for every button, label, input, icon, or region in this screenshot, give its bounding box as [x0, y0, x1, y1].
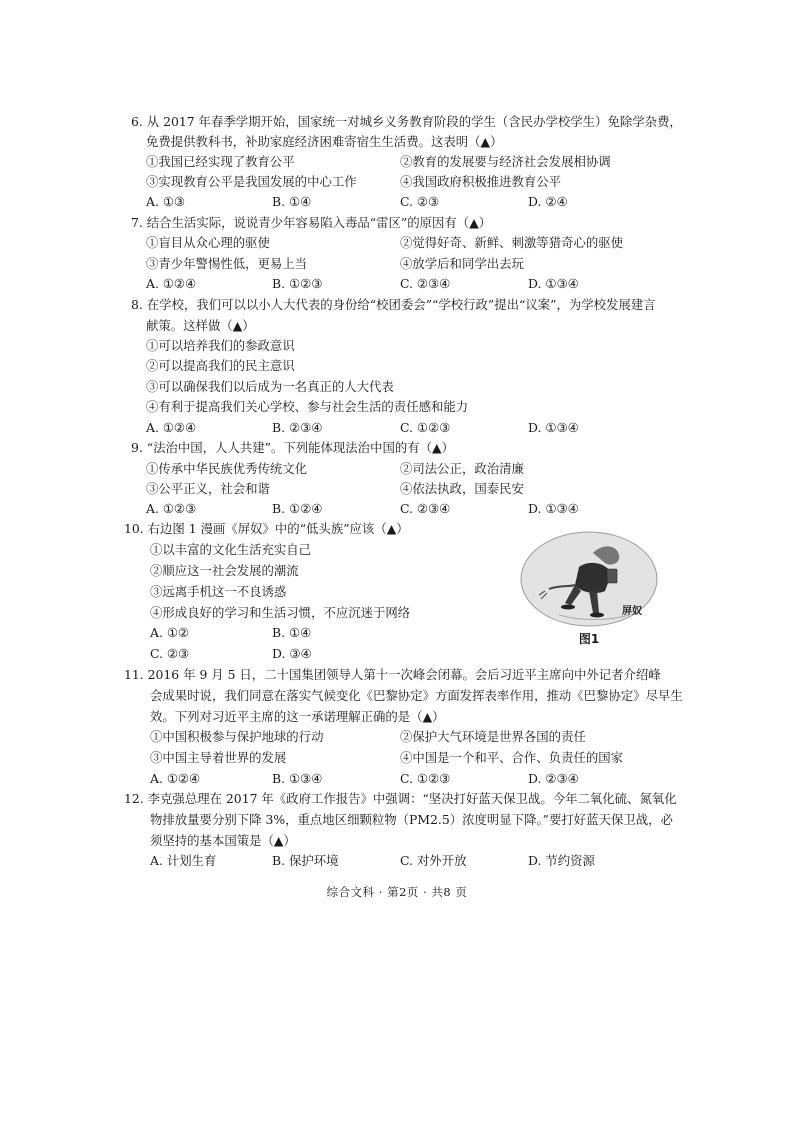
q6-stem-line-1: 6. 从 2017 年春季学期开始，国家统一对城乡义务教育阶段的学生（含民办学校学生）免除学杂费， [131, 114, 682, 129]
q10-choice-b[interactable]: B. ①④ [272, 625, 312, 640]
q7-statement-2: ②觉得好奇、新鲜、刺激等猎奇心的驱使 [400, 235, 624, 250]
q8-choice-b[interactable]: B. ②③④ [272, 420, 323, 435]
q11-stem-line-2: 会成果时说，我们同意在落实气候变化《巴黎协定》方面发挥表率作用，推动《巴黎协定》尽早生 [150, 688, 683, 703]
q9-statement-4: ④依法执政，国泰民安 [400, 481, 524, 496]
q7-choice-d[interactable]: D. ①③④ [528, 276, 579, 291]
q12-choice-c[interactable]: C. 对外开放 [400, 853, 467, 868]
q6-stem-line-2: 免费提供教科书，补助家庭经济困难寄宿生生活费。这表明（▲） [146, 134, 503, 149]
q10-statement-2: ②顺应这一社会发展的潮流 [150, 563, 299, 578]
q8-statement-4: ④有利于提高我们关心学校、参与社会生活的责任感和能力 [146, 399, 469, 414]
q12-choice-d[interactable]: D. 节约资源 [528, 853, 595, 868]
q6-statement-2: ②教育的发展要与经济社会发展相协调 [400, 154, 611, 169]
q7-statement-4: ④放学后和同学出去玩 [400, 256, 524, 271]
q12-stem-line-3: 须坚持的基本国策是（▲） [150, 833, 296, 848]
q9-choice-b[interactable]: B. ①②④ [272, 501, 323, 516]
q9-choice-c[interactable]: C. ②③④ [400, 501, 451, 516]
q6-choice-a[interactable]: A. ①③ [146, 194, 186, 209]
q11-choice-c[interactable]: C. ①②③ [400, 771, 451, 786]
q12-stem-line-2: 物排放量要分别下降 3%，重点地区细颗粒物（PM2.5）浓度明显下降。”要打好蓝天保卫战，必 [150, 812, 673, 827]
q11-stem-line-3: 效。下列对习近平主席的这一承诺理解正确的是（▲） [150, 709, 445, 724]
q7-choice-b[interactable]: B. ①②③ [272, 276, 323, 291]
q11-statement-3: ③中国主导着世界的发展 [150, 750, 287, 765]
page-footer: 综合文科 · 第2页 · 共8 页 [326, 885, 468, 899]
q10-statement-3: ③远离手机这一不良诱惑 [150, 584, 287, 599]
q11-choice-b[interactable]: B. ①③④ [272, 771, 323, 786]
q7-choice-c[interactable]: C. ②③④ [400, 276, 451, 291]
q7-choice-a[interactable]: A. ①②④ [146, 276, 197, 291]
q9-choice-a[interactable]: A. ①②③ [146, 501, 197, 516]
q8-choice-d[interactable]: D. ①③④ [528, 420, 579, 435]
q9-statement-3: ③公平正义，社会和谐 [146, 481, 270, 496]
q6-statement-4: ④我国政府积极推进教育公平 [400, 174, 562, 189]
q11-choice-d[interactable]: D. ②③④ [528, 771, 579, 786]
cartoon-label: 屏奴 [622, 606, 642, 617]
q10-statement-1: ①以丰富的文化生活充实自己 [150, 542, 312, 557]
q6-statement-1: ①我国已经实现了教育公平 [146, 154, 295, 169]
q11-statement-4: ④中国是一个和平、合作、负责任的国家 [400, 750, 624, 765]
q9-statement-1: ①传承中华民族优秀传统文化 [146, 461, 308, 476]
q8-choice-a[interactable]: A. ①②④ [146, 420, 197, 435]
q11-choice-a[interactable]: A. ①②④ [150, 771, 201, 786]
q7-statement-1: ①盲目从众心理的驱使 [146, 235, 270, 250]
q10-choice-c[interactable]: C. ②③ [150, 646, 190, 661]
q12-choice-b[interactable]: B. 保护环境 [272, 853, 339, 868]
q8-stem-line-1: 8. 在学校，我们可以以小人大代表的身份给“校团委会”“学校行政”提出“议案”，为学校发展建言 [131, 297, 656, 312]
q6-statement-3: ③实现教育公平是我国发展的中心工作 [146, 174, 357, 189]
figure-caption: 图1 [578, 632, 600, 646]
q8-stem-line-2: 献策。这样做（▲） [146, 318, 255, 333]
q10-choice-a[interactable]: A. ①② [150, 625, 190, 640]
q6-choice-b[interactable]: B. ①④ [272, 194, 312, 209]
q9-statement-2: ②司法公正，政治清廉 [400, 461, 524, 476]
q10-statement-4: ④形成良好的学习和生活习惯，不应沉迷于网络 [150, 605, 411, 620]
q10-choice-d[interactable]: D. ③④ [272, 646, 312, 661]
q9-stem-line-1: 9. “法治中国，人人共建”。下列能体现法治中国的有（▲） [131, 440, 454, 455]
q10-stem-line-1: 10. 右边图 1 漫画《屏奴》中的“低头族”应该（▲） [124, 521, 409, 536]
q8-statement-2: ②可以提高我们的民主意识 [146, 358, 295, 373]
q6-choice-d[interactable]: D. ②④ [528, 194, 568, 209]
q7-stem-line-1: 7. 结合生活实际，说说青少年容易陷入毒品“雷区”的原因有（▲） [131, 215, 492, 230]
q8-choice-c[interactable]: C. ①②③ [400, 420, 451, 435]
q11-statement-1: ①中国积极参与保护地球的行动 [150, 729, 324, 744]
q11-stem-line-1: 11. 2016 年 9 月 5 日，二十国集团领导人第十一次峰会闭幕。会后习近平主席向中外记者介绍峰 [124, 667, 661, 682]
q9-choice-d[interactable]: D. ①③④ [528, 501, 579, 516]
q11-statement-2: ②保护大气环境是世界各国的责任 [400, 729, 586, 744]
q12-stem-line-1: 12. 李克强总理在 2017 年《政府工作报告》中强调：“坚决打好蓝天保卫战。今年二氧化硫、氮氧化 [124, 791, 677, 806]
q8-statement-3: ③可以确保我们以后成为一名真正的人大代表 [146, 379, 394, 394]
q12-choice-a[interactable]: A. 计划生育 [150, 853, 217, 868]
q8-statement-1: ①可以培养我们的参政意识 [146, 338, 295, 353]
q7-statement-3: ③青少年警惕性低，更易上当 [146, 256, 308, 271]
q6-choice-c[interactable]: C. ②③ [400, 194, 440, 209]
